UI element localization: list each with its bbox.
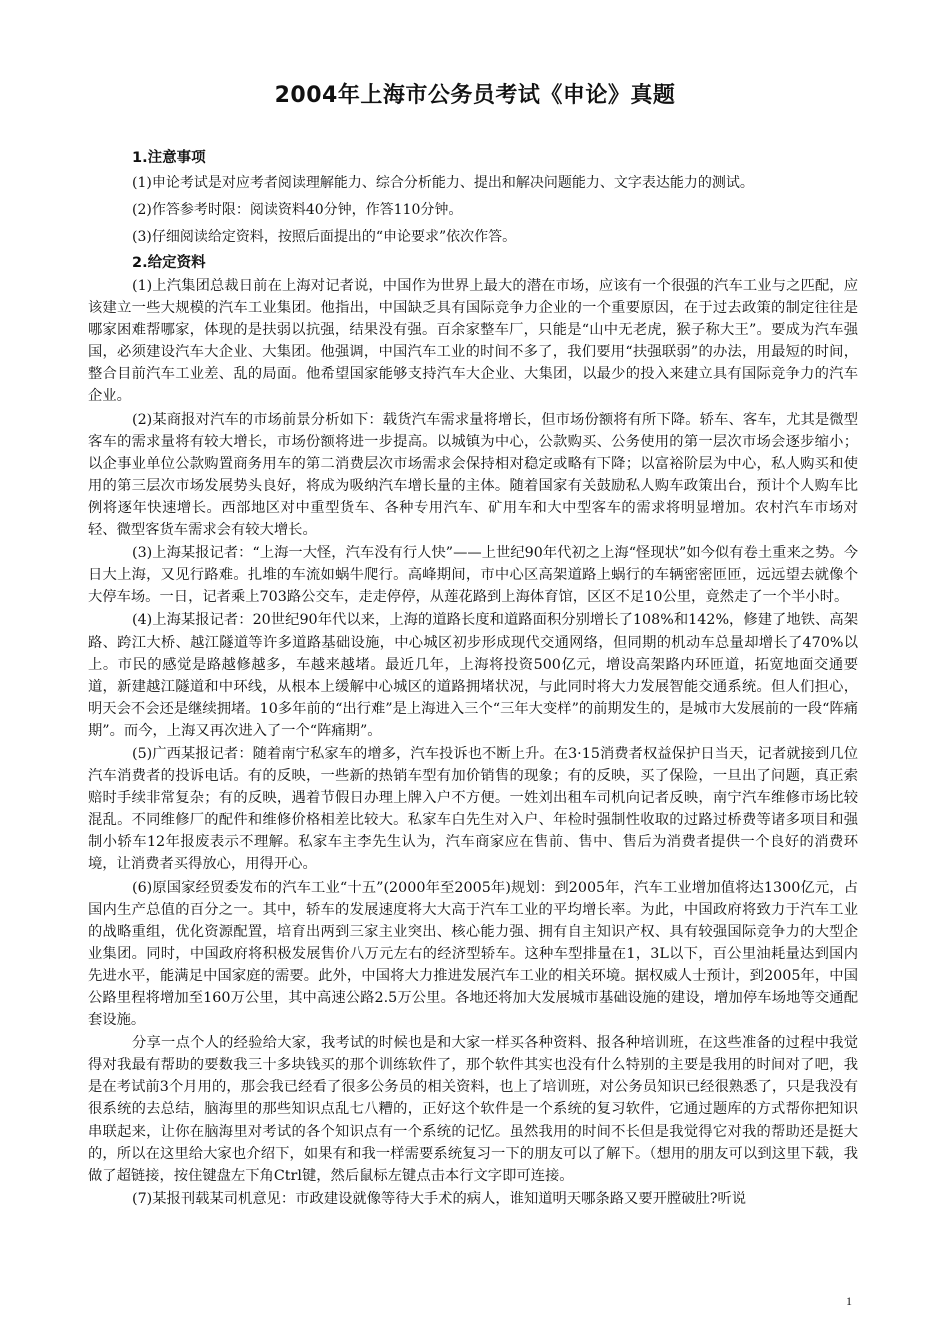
material-paragraph: (3)上海某报记者：“上海一大怪，汽车没有行人快”——上世纪90年代初之上海“怪现状”如今似有卷土重来之势。今日大上海，又见行路难。扎堆的车流如蜗牛爬行。高峰期间，市中心区高架道路上蜗行的车辆密密匝匝，远远望去就像个大停车场。一日，记者乘上703路公交车，走走停停，从莲花路到上海体育馆，区区不足10公里，竟然走了一个半小时。 [88, 545, 858, 606]
material-paragraph: (1)上汽集团总裁日前在上海对记者说，中国作为世界上最大的潜在市场，应该有一个很强的汽车工业与之匹配，应该建立一些大规模的汽车工业集团。他指出，中国缺乏具有国际竞争力企业的一个重要原因，在于过去政策的制定往往是哪家困难帮哪家，体现的是扶弱以抗强，结果没有强。百余家整车厂，只能是“山中无老虎，猴子称大王”。要成为汽车强国，必须建设汽车大企业、大集团。他强调，中国汽车工业的时间不多了，我们要用“扶强联弱”的办法，用最短的时间，整合目前汽车工业差、乱的局面。他希望国家能够支持汽车大企业、大集团，以最少的投入来建立具有国际竞争力的汽车企业。 [88, 278, 858, 405]
page-title: 2004年上海市公务员考试《申论》真题 [274, 83, 676, 108]
section-heading-notes: 1.注意事项 [132, 150, 206, 166]
material-paragraph: (4)上海某报记者：20世纪90年代以来，上海的道路长度和道路面积分别增长了108%和142%，修建了地铁、高架路、跨江大桥、越江隧道等许多道路基础设施，中心城区初步形成现代交通网络，但同期的机动车总量却增长了470%以上。市民的感觉是路越修越多，车越来越堵。最近几年，上海将投资500亿元，增设高架路内环匝道，拓宽地面交通要道，新建越江隧道和中环线，从根本上缓解中心城区的道路拥堵状况，与此同时将大力发展智能交通系统。但人们担心，明天会不会还是继续拥堵。10多年前的“出行难”是上海进入三个“三年大变样”的前期发生的，是城市大发展前的一段“阵痛期”。而今，上海又再次进入了一个“阵痛期”。 [88, 612, 858, 739]
note-item: (2)作答参考时限：阅读资料40分钟，作答110分钟。 [132, 202, 463, 218]
section-heading-materials: 2.给定资料 [132, 255, 206, 271]
page-number: 1 [846, 1294, 852, 1308]
document-body [88, 146, 858, 1211]
note-item: (1)申论考试是对应考者阅读理解能力、综合分析能力、提出和解决问题能力、文字表达能力的测试。 [132, 175, 754, 191]
material-paragraph: (2)某商报对汽车的市场前景分析如下：载货汽车需求量将增长，但市场份额将有所下降。轿车、客车，尤其是微型客车的需求量将有较大增长，市场份额将进一步提高。以城镇为中心，公款购买、公务使用的第一层次市场会逐步缩小；以企事业单位公款购置商务用车的第二消费层次市场需求会保持相对稳定或略有下降；以富裕阶层为中心，私人购买和使用的第三层次市场发展势头良好，将成为吸纳汽车增长量的主体。随着国家有关鼓励私人购车政策出台，预计个人购车比例将逐年快速增长。西部地区对中重型货车、各种专用汽车、矿用车和大中型客车的需求将明显增加。农村汽车市场对轻、微型客货车需求会有较大增长。 [88, 411, 858, 539]
material-paragraph: (6)原国家经贸委发布的汽车工业“十五”(2000年至2005年)规划：到2005年，汽车工业增加值将达1300亿元，占国内生产总值的百分之一。其中，轿车的发展速度将大大高于汽车工业的平均增长率。为此，中国政府将致力于汽车工业的战略重组，优化资源配置，培育出两到三家主业突出、核心能力强、拥有自主知识产权、具有较强国际竞争力的大型企业集团。同时，中国政府将积极发展售价八万元左右的经济型轿车。这种车型排量在1，3L以下，百公里油耗量达到国内先进水平，能满足中国家庭的需要。此外，中国将大力推进发展汽车工业的相关环境。据权威人士预计，到2005年，中国公路里程将增加至160万公里，其中高速公路2.5万公里。各地还将加大发展城市基础设施的建设，增加停车场地等交通配套设施。 [88, 879, 858, 1029]
material-paragraph: (5)广西某报记者：随着南宁私家车的增多，汽车投诉也不断上升。在3·15消费者权益保护日当天，记者就接到几位汽车消费者的投诉电话。有的反映，一些新的热销车型有加价销售的现象；有的反映，买了保险，一旦出了问题，真正索赔时手续非常复杂；有的反映，遇着节假日办理上牌入户不方便。一姓刘出租车司机向记者反映，南宁汽车维修市场比较混乱。不同维修厂的配件和维修价格相差比较大。私家车白先生对入户、年检时强制性收取的过路过桥费等诸多项目和强制小轿车12年报废表示不理解。私家车主李先生认为，汽车商家应在售前、售中、售后为消费者提供一个良好的消费环境，让消费者买得放心，用得开心。 [88, 745, 858, 873]
note-item: (3)仔细阅读给定资料，按照后面提出的“申论要求”依次作答。 [132, 229, 517, 245]
material-paragraph: (7)某报刊载某司机意见：市政建设就像等待大手术的病人，谁知道明天哪条路又要开膛破肚?听说 [132, 1190, 747, 1207]
promo-paragraph[interactable]: 分享一点个人的经验给大家，我考试的时候也是和大家一样买各种资料、报各种培训班，在这些准备的过程中我觉得对我最有帮助的要数我三十多块钱买的那个训练软件了，那个软件其实也没有什么特别的主要是我用的时间对了吧，我是在考试前3个月用的，那会我已经看了很多公务员的相关资料，也上了培训班，对公务员知识已经很熟悉了，只是我没有很系统的去总结，脑海里的那些知识点乱七八糟的，正好这个软件是一个系统的复习软件，它通过题库的方式帮你把知识串联起来，让你在脑海里对考试的各个知识点有一个系统的记忆。虽然我用的时间不长但是我觉得它对我的帮助还是挺大的，所以在这里给大家也介绍下，如果有和我一样需要系统复习一下的朋友可以了解下。（想用的朋友可以到这里下载，我做了超链接，按住键盘左下角Ctrl键，然后鼠标左键点击本行文字即可连接。 [88, 1035, 858, 1184]
